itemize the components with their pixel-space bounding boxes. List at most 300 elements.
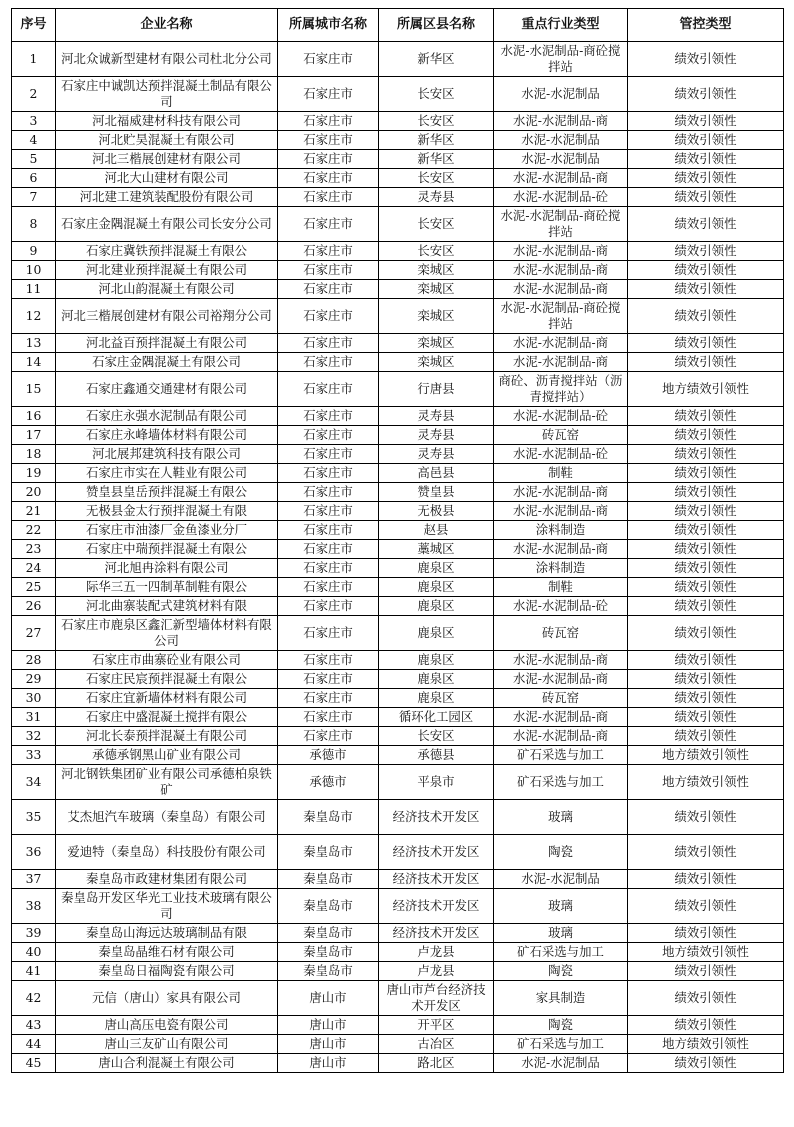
table-row: [12, 299, 784, 334]
cell-district: 长安区: [379, 169, 494, 188]
table-row: [12, 597, 784, 616]
cell-city: 秦皇岛市: [278, 962, 379, 981]
cell-district: 灵寿县: [379, 445, 494, 464]
table-row: [12, 727, 784, 746]
cell-industry: 水泥-水泥制品-商: [494, 261, 628, 280]
table-row: [12, 112, 784, 131]
cell-city: 石家庄市: [278, 540, 379, 559]
cell-district: 鹿泉区: [379, 559, 494, 578]
cell-district: 无极县: [379, 502, 494, 521]
cell-industry: 水泥-水泥制品-商: [494, 651, 628, 670]
cell-index: 33: [12, 746, 56, 765]
cell-company-name: 河北益百预拌混凝土有限公司: [56, 334, 278, 353]
cell-industry: 矿石采选与加工: [494, 765, 628, 800]
cell-city: 石家庄市: [278, 261, 379, 280]
table-row: [12, 1054, 784, 1073]
cell-district: 承德县: [379, 746, 494, 765]
table-row: [12, 651, 784, 670]
cell-index: 30: [12, 689, 56, 708]
cell-company-name: 河北曲寨装配式建筑材料有限: [56, 597, 278, 616]
cell-district: 赵县: [379, 521, 494, 540]
cell-company-name: 河北山韵混凝土有限公司: [56, 280, 278, 299]
cell-city: 石家庄市: [278, 188, 379, 207]
cell-company-name: 唐山高压电瓷有限公司: [56, 1016, 278, 1035]
cell-district: 新华区: [379, 131, 494, 150]
cell-index: 35: [12, 800, 56, 835]
cell-control-type: 绩效引领性: [628, 407, 784, 426]
cell-index: 20: [12, 483, 56, 502]
cell-city: 石家庄市: [278, 407, 379, 426]
header-industry: 重点行业类型: [494, 9, 628, 42]
cell-index: 22: [12, 521, 56, 540]
cell-city: 石家庄市: [278, 299, 379, 334]
cell-index: 34: [12, 765, 56, 800]
table-row: [12, 981, 784, 1016]
cell-company-name: 石家庄永强水泥制品有限公司: [56, 407, 278, 426]
cell-index: 3: [12, 112, 56, 131]
cell-index: 29: [12, 670, 56, 689]
cell-city: 秦皇岛市: [278, 835, 379, 870]
cell-control-type: 绩效引领性: [628, 835, 784, 870]
cell-control-type: 地方绩效引领性: [628, 746, 784, 765]
cell-index: 21: [12, 502, 56, 521]
cell-district: 灵寿县: [379, 188, 494, 207]
cell-company-name: 秦皇岛市政建材集团有限公司: [56, 870, 278, 889]
header-district: 所属区县名称: [379, 9, 494, 42]
cell-industry: 涂料制造: [494, 521, 628, 540]
cell-industry: 水泥-水泥制品: [494, 150, 628, 169]
cell-city: 石家庄市: [278, 112, 379, 131]
cell-company-name: 石家庄金隅混凝土有限公司长安分公司: [56, 207, 278, 242]
table-row: [12, 261, 784, 280]
cell-district: 新华区: [379, 42, 494, 77]
cell-district: 卢龙县: [379, 943, 494, 962]
cell-company-name: 石家庄中诚凯达预拌混凝土制品有限公司: [56, 77, 278, 112]
table-row: [12, 924, 784, 943]
table-row: [12, 943, 784, 962]
cell-district: 藁城区: [379, 540, 494, 559]
cell-company-name: 元信（唐山）家具有限公司: [56, 981, 278, 1016]
cell-index: 39: [12, 924, 56, 943]
cell-district: 栾城区: [379, 280, 494, 299]
cell-district: 长安区: [379, 77, 494, 112]
cell-city: 石家庄市: [278, 353, 379, 372]
table-row: [12, 746, 784, 765]
cell-control-type: 绩效引领性: [628, 242, 784, 261]
cell-index: 28: [12, 651, 56, 670]
cell-industry: 水泥-水泥制品-砼: [494, 597, 628, 616]
cell-district: 平泉市: [379, 765, 494, 800]
cell-company-name: 河北贮昊混凝土有限公司: [56, 131, 278, 150]
cell-district: 开平区: [379, 1016, 494, 1035]
cell-district: 古冶区: [379, 1035, 494, 1054]
cell-index: 44: [12, 1035, 56, 1054]
cell-company-name: 石家庄中盛混凝土搅拌有限公: [56, 708, 278, 727]
cell-company-name: 唐山三友矿山有限公司: [56, 1035, 278, 1054]
cell-company-name: 际华三五一四制革制鞋有限公: [56, 578, 278, 597]
cell-district: 长安区: [379, 242, 494, 261]
table-row: [12, 42, 784, 77]
cell-index: 13: [12, 334, 56, 353]
cell-company-name: 石家庄永峰墙体材料有限公司: [56, 426, 278, 445]
cell-company-name: 无极县金太行预拌混凝土有限: [56, 502, 278, 521]
cell-control-type: 绩效引领性: [628, 651, 784, 670]
cell-index: 5: [12, 150, 56, 169]
cell-industry: 水泥-水泥制品-商: [494, 502, 628, 521]
cell-industry: 水泥-水泥制品-砼: [494, 188, 628, 207]
cell-district: 鹿泉区: [379, 670, 494, 689]
cell-index: 43: [12, 1016, 56, 1035]
cell-index: 7: [12, 188, 56, 207]
cell-control-type: 绩效引领性: [628, 870, 784, 889]
cell-control-type: 绩效引领性: [628, 889, 784, 924]
cell-district: 长安区: [379, 207, 494, 242]
cell-district: 赞皇县: [379, 483, 494, 502]
cell-control-type: 绩效引领性: [628, 800, 784, 835]
cell-index: 25: [12, 578, 56, 597]
cell-company-name: 石家庄金隅混凝土有限公司: [56, 353, 278, 372]
table-row: [12, 540, 784, 559]
cell-city: 石家庄市: [278, 445, 379, 464]
cell-company-name: 河北三楷展创建材有限公司裕翔分公司: [56, 299, 278, 334]
cell-industry: 矿石采选与加工: [494, 1035, 628, 1054]
cell-company-name: 石家庄市实在人鞋业有限公司: [56, 464, 278, 483]
cell-industry: 商砼、沥青搅拌站（沥青搅拌站）: [494, 372, 628, 407]
cell-control-type: 绩效引领性: [628, 981, 784, 1016]
cell-control-type: 绩效引领性: [628, 1054, 784, 1073]
cell-city: 秦皇岛市: [278, 924, 379, 943]
table-row: [12, 708, 784, 727]
cell-industry: 水泥-水泥制品-商砼搅拌站: [494, 299, 628, 334]
cell-control-type: 绩效引领性: [628, 169, 784, 188]
cell-industry: 水泥-水泥制品-商: [494, 708, 628, 727]
table-row: [12, 765, 784, 800]
table-row: [12, 353, 784, 372]
cell-industry: 涂料制造: [494, 559, 628, 578]
cell-control-type: 绩效引领性: [628, 540, 784, 559]
cell-control-type: 绩效引领性: [628, 521, 784, 540]
cell-control-type: 绩效引领性: [628, 502, 784, 521]
cell-index: 17: [12, 426, 56, 445]
cell-industry: 水泥-水泥制品-商: [494, 169, 628, 188]
cell-company-name: 石家庄市油漆厂金鱼漆业分厂: [56, 521, 278, 540]
cell-city: 石家庄市: [278, 502, 379, 521]
cell-control-type: 绩效引领性: [628, 42, 784, 77]
cell-company-name: 石家庄冀铁预拌混凝土有限公: [56, 242, 278, 261]
cell-index: 26: [12, 597, 56, 616]
cell-district: 栾城区: [379, 334, 494, 353]
cell-control-type: 绩效引领性: [628, 112, 784, 131]
table-row: [12, 1035, 784, 1054]
cell-control-type: 绩效引领性: [628, 962, 784, 981]
cell-company-name: 河北大山建材有限公司: [56, 169, 278, 188]
cell-industry: 矿石采选与加工: [494, 943, 628, 962]
cell-district: 长安区: [379, 727, 494, 746]
table-row: [12, 483, 784, 502]
cell-industry: 水泥-水泥制品-商: [494, 280, 628, 299]
cell-company-name: 河北建工建筑装配股份有限公司: [56, 188, 278, 207]
cell-index: 1: [12, 42, 56, 77]
cell-control-type: 绩效引领性: [628, 464, 784, 483]
cell-industry: 水泥-水泥制品: [494, 870, 628, 889]
cell-city: 石家庄市: [278, 670, 379, 689]
cell-company-name: 赞皇县皇岳预拌混凝土有限公: [56, 483, 278, 502]
cell-city: 石家庄市: [278, 464, 379, 483]
cell-city: 石家庄市: [278, 77, 379, 112]
cell-company-name: 承德承钢黑山矿业有限公司: [56, 746, 278, 765]
table-row: [12, 689, 784, 708]
cell-industry: 水泥-水泥制品-商: [494, 727, 628, 746]
cell-index: 2: [12, 77, 56, 112]
cell-city: 石家庄市: [278, 280, 379, 299]
cell-industry: 水泥-水泥制品-砼: [494, 407, 628, 426]
cell-district: 经济技术开发区: [379, 870, 494, 889]
cell-index: 37: [12, 870, 56, 889]
cell-control-type: 绩效引领性: [628, 727, 784, 746]
cell-city: 石家庄市: [278, 521, 379, 540]
cell-district: 经济技术开发区: [379, 924, 494, 943]
cell-control-type: 绩效引领性: [628, 131, 784, 150]
cell-index: 23: [12, 540, 56, 559]
cell-district: 高邑县: [379, 464, 494, 483]
cell-control-type: 绩效引领性: [628, 616, 784, 651]
cell-district: 经济技术开发区: [379, 800, 494, 835]
table-row: [12, 578, 784, 597]
cell-index: 19: [12, 464, 56, 483]
cell-company-name: 石家庄市鹿泉区鑫汇新型墙体材料有限公司: [56, 616, 278, 651]
cell-index: 32: [12, 727, 56, 746]
cell-industry: 水泥-水泥制品: [494, 77, 628, 112]
cell-district: 经济技术开发区: [379, 835, 494, 870]
table-row: [12, 207, 784, 242]
cell-index: 16: [12, 407, 56, 426]
table-row: [12, 407, 784, 426]
table-row: [12, 670, 784, 689]
cell-company-name: 艾杰旭汽车玻璃（秦皇岛）有限公司: [56, 800, 278, 835]
header-city: 所属城市名称: [278, 9, 379, 42]
cell-index: 14: [12, 353, 56, 372]
cell-index: 8: [12, 207, 56, 242]
cell-city: 秦皇岛市: [278, 889, 379, 924]
cell-control-type: 绩效引领性: [628, 353, 784, 372]
cell-city: 石家庄市: [278, 708, 379, 727]
cell-district: 栾城区: [379, 261, 494, 280]
cell-district: 鹿泉区: [379, 689, 494, 708]
cell-industry: 陶瓷: [494, 1016, 628, 1035]
cell-city: 石家庄市: [278, 483, 379, 502]
cell-control-type: 绩效引领性: [628, 150, 784, 169]
cell-control-type: 绩效引领性: [628, 188, 784, 207]
cell-company-name: 石家庄宜新墙体材料有限公司: [56, 689, 278, 708]
cell-company-name: 秦皇岛开发区华光工业技术玻璃有限公司: [56, 889, 278, 924]
cell-control-type: 绩效引领性: [628, 77, 784, 112]
cell-city: 石家庄市: [278, 727, 379, 746]
cell-control-type: 绩效引领性: [628, 261, 784, 280]
cell-control-type: 绩效引领性: [628, 670, 784, 689]
cell-industry: 水泥-水泥制品-商砼搅拌站: [494, 42, 628, 77]
cell-index: 10: [12, 261, 56, 280]
header-row: [12, 9, 784, 42]
table-row: [12, 372, 784, 407]
cell-city: 石家庄市: [278, 169, 379, 188]
table-body: [12, 42, 784, 1073]
cell-index: 18: [12, 445, 56, 464]
cell-control-type: 绩效引领性: [628, 597, 784, 616]
cell-industry: 水泥-水泥制品-商: [494, 483, 628, 502]
cell-district: 新华区: [379, 150, 494, 169]
cell-district: 经济技术开发区: [379, 889, 494, 924]
cell-index: 38: [12, 889, 56, 924]
cell-company-name: 爱迪特（秦皇岛）科技股份有限公司: [56, 835, 278, 870]
cell-city: 秦皇岛市: [278, 870, 379, 889]
cell-city: 承德市: [278, 746, 379, 765]
cell-city: 石家庄市: [278, 334, 379, 353]
cell-control-type: 绩效引领性: [628, 207, 784, 242]
cell-industry: 水泥-水泥制品-商: [494, 112, 628, 131]
cell-industry: 水泥-水泥制品-砼: [494, 445, 628, 464]
cell-control-type: 绩效引领性: [628, 445, 784, 464]
cell-district: 灵寿县: [379, 407, 494, 426]
cell-control-type: 地方绩效引领性: [628, 943, 784, 962]
cell-industry: 陶瓷: [494, 835, 628, 870]
table-row: [12, 334, 784, 353]
table-row: [12, 188, 784, 207]
cell-company-name: 唐山合利混凝土有限公司: [56, 1054, 278, 1073]
cell-company-name: 河北福威建材科技有限公司: [56, 112, 278, 131]
cell-city: 石家庄市: [278, 597, 379, 616]
cell-district: 路北区: [379, 1054, 494, 1073]
cell-company-name: 石家庄市曲寨砼业有限公司: [56, 651, 278, 670]
cell-company-name: 秦皇岛日福陶瓷有限公司: [56, 962, 278, 981]
enterprise-table: [11, 8, 784, 1073]
cell-industry: 陶瓷: [494, 962, 628, 981]
cell-company-name: 河北建业预拌混凝土有限公司: [56, 261, 278, 280]
cell-industry: 制鞋: [494, 578, 628, 597]
cell-index: 36: [12, 835, 56, 870]
cell-city: 唐山市: [278, 1054, 379, 1073]
cell-district: 栾城区: [379, 299, 494, 334]
cell-district: 循环化工园区: [379, 708, 494, 727]
cell-district: 鹿泉区: [379, 651, 494, 670]
cell-city: 石家庄市: [278, 426, 379, 445]
cell-city: 石家庄市: [278, 42, 379, 77]
cell-index: 41: [12, 962, 56, 981]
cell-city: 秦皇岛市: [278, 943, 379, 962]
cell-company-name: 秦皇岛山海远达玻璃制品有限: [56, 924, 278, 943]
cell-industry: 矿石采选与加工: [494, 746, 628, 765]
cell-industry: 水泥-水泥制品-商: [494, 242, 628, 261]
cell-index: 27: [12, 616, 56, 651]
cell-index: 24: [12, 559, 56, 578]
table-row: [12, 835, 784, 870]
table-row: [12, 616, 784, 651]
cell-industry: 玻璃: [494, 800, 628, 835]
cell-control-type: 绩效引领性: [628, 559, 784, 578]
cell-industry: 水泥-水泥制品-商: [494, 670, 628, 689]
table-row: [12, 131, 784, 150]
cell-industry: 玻璃: [494, 889, 628, 924]
cell-index: 4: [12, 131, 56, 150]
cell-district: 栾城区: [379, 353, 494, 372]
cell-city: 秦皇岛市: [278, 800, 379, 835]
table-row: [12, 502, 784, 521]
table-row: [12, 962, 784, 981]
cell-control-type: 绩效引领性: [628, 334, 784, 353]
table-row: [12, 870, 784, 889]
cell-city: 石家庄市: [278, 131, 379, 150]
cell-city: 石家庄市: [278, 616, 379, 651]
cell-industry: 水泥-水泥制品-商砼搅拌站: [494, 207, 628, 242]
cell-city: 唐山市: [278, 1016, 379, 1035]
cell-district: 行唐县: [379, 372, 494, 407]
cell-city: 石家庄市: [278, 559, 379, 578]
cell-city: 石家庄市: [278, 242, 379, 261]
cell-control-type: 绩效引领性: [628, 483, 784, 502]
cell-company-name: 石家庄中瑞预拌混凝土有限公: [56, 540, 278, 559]
cell-company-name: 河北长泰预拌混凝土有限公司: [56, 727, 278, 746]
cell-industry: 玻璃: [494, 924, 628, 943]
cell-index: 15: [12, 372, 56, 407]
cell-company-name: 河北旭冉涂料有限公司: [56, 559, 278, 578]
table-row: [12, 150, 784, 169]
cell-city: 石家庄市: [278, 578, 379, 597]
table-row: [12, 889, 784, 924]
header-index: 序号: [12, 9, 56, 42]
cell-control-type: 绩效引领性: [628, 299, 784, 334]
cell-district: 长安区: [379, 112, 494, 131]
cell-control-type: 绩效引领性: [628, 708, 784, 727]
table-row: [12, 169, 784, 188]
cell-industry: 水泥-水泥制品-商: [494, 334, 628, 353]
cell-control-type: 绩效引领性: [628, 689, 784, 708]
cell-industry: 水泥-水泥制品-商: [494, 353, 628, 372]
cell-company-name: 河北展邦建筑科技有限公司: [56, 445, 278, 464]
cell-index: 6: [12, 169, 56, 188]
cell-district: 灵寿县: [379, 426, 494, 445]
cell-industry: 砖瓦窑: [494, 689, 628, 708]
cell-index: 11: [12, 280, 56, 299]
cell-company-name: 石家庄民宸预拌混凝土有限公: [56, 670, 278, 689]
table-row: [12, 77, 784, 112]
cell-control-type: 地方绩效引领性: [628, 1035, 784, 1054]
cell-city: 承德市: [278, 765, 379, 800]
cell-industry: 制鞋: [494, 464, 628, 483]
cell-city: 石家庄市: [278, 372, 379, 407]
table-row: [12, 800, 784, 835]
table-row: [12, 426, 784, 445]
cell-index: 40: [12, 943, 56, 962]
table-row: [12, 445, 784, 464]
cell-district: 鹿泉区: [379, 597, 494, 616]
cell-city: 唐山市: [278, 981, 379, 1016]
table-row: [12, 1016, 784, 1035]
cell-control-type: 地方绩效引领性: [628, 765, 784, 800]
cell-index: 45: [12, 1054, 56, 1073]
cell-control-type: 绩效引领性: [628, 280, 784, 299]
table-row: [12, 464, 784, 483]
table-row: [12, 242, 784, 261]
cell-index: 9: [12, 242, 56, 261]
cell-district: 唐山市芦台经济技术开发区: [379, 981, 494, 1016]
cell-index: 31: [12, 708, 56, 727]
cell-company-name: 石家庄鑫通交通建材有限公司: [56, 372, 278, 407]
table-row: [12, 559, 784, 578]
cell-industry: 水泥-水泥制品: [494, 1054, 628, 1073]
cell-city: 石家庄市: [278, 651, 379, 670]
table-row: [12, 521, 784, 540]
cell-index: 42: [12, 981, 56, 1016]
cell-index: 12: [12, 299, 56, 334]
